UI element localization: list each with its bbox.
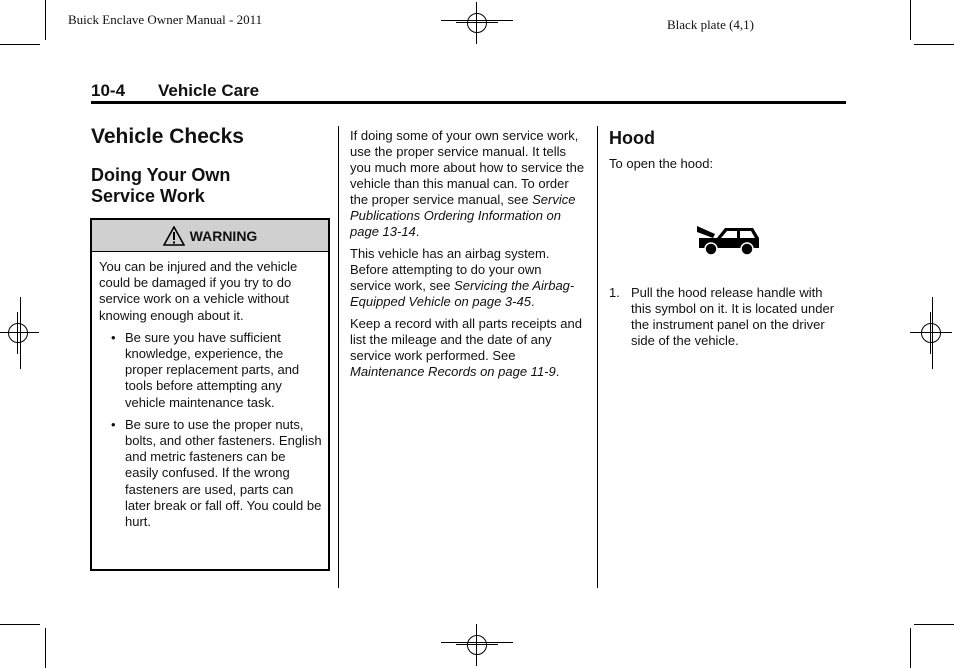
warning-header (92, 220, 328, 252)
crop-mark (441, 642, 513, 643)
paragraph-text: . (555, 364, 560, 379)
paragraph-text: If doing some of your own service work, use the proper service manual. It tells you much more about how to service the vehicle than this manual can. To order the proper service manual, see (350, 128, 585, 207)
section-heading-line: Doing Your Own (91, 165, 231, 185)
step-number: 1. (609, 285, 620, 300)
registration-mark (462, 630, 492, 660)
bullet-icon: • (111, 416, 116, 432)
paragraph-text: . (415, 224, 420, 239)
bullet-icon: • (111, 329, 116, 345)
hood-heading: Hood (609, 128, 655, 148)
hood-release-icon (695, 220, 761, 256)
section-name: Vehicle Care (158, 81, 260, 100)
hood-intro: To open the hood: (609, 156, 714, 171)
warning-bullet (111, 416, 322, 530)
registration-mark (3, 318, 33, 348)
crop-mark (45, 628, 46, 668)
header-rule (91, 101, 846, 104)
crop-mark (45, 0, 46, 40)
manual-title: Buick Enclave Owner Manual - 2011 (68, 12, 263, 27)
crop-mark (0, 624, 40, 625)
crop-mark (910, 628, 911, 668)
column-divider (597, 126, 598, 588)
column-divider (338, 126, 339, 588)
section-heading-line: Service Work (91, 186, 205, 206)
service-info-column (350, 128, 586, 386)
paragraph (350, 246, 586, 310)
plate-label: Black plate (4,1) (667, 17, 754, 32)
crop-mark (932, 297, 933, 369)
crop-mark (914, 44, 954, 45)
registration-mark (462, 8, 492, 38)
warning-bullet (111, 329, 322, 411)
warning-list (99, 330, 322, 530)
warning-triangle-icon (163, 226, 185, 246)
paragraph-text: This vehicle has an airbag system. Before attempting to do your own service work, see (350, 246, 550, 293)
registration-mark (916, 318, 946, 348)
cross-reference-link[interactable]: Maintenance Records on page 11-9 (350, 364, 556, 379)
paragraph-text: . (530, 294, 535, 309)
crop-mark (441, 20, 513, 21)
hood-step (609, 285, 839, 349)
paragraph (350, 316, 586, 380)
warning-body (92, 252, 328, 530)
step-text: Pull the hood release handle with this symbol on it. It is located under the instrument panel on the driver side of the vehicle. (631, 285, 835, 348)
paragraph (350, 128, 586, 240)
warning-label: WARNING (189, 227, 258, 244)
cross-reference-link[interactable]: Service Publications Ordering Information on page 13-14 (350, 192, 576, 239)
warning-intro: You can be injured and the vehicle could be damaged if you try to do service work on a vehicle without knowing enough about it. (99, 259, 298, 323)
page-number: 10-4 (91, 81, 126, 100)
crop-mark (0, 44, 40, 45)
section-heading (91, 165, 311, 207)
paragraph-text: Keep a record with all parts receipts and list the mileage and the date of any service work performed. See (350, 316, 582, 363)
warning-bullet-text: Be sure you have sufficient knowledge, experience, the proper replacement parts, and tools before attempting any vehicle maintenance task. (125, 329, 300, 410)
page-title: Vehicle Checks (91, 125, 244, 148)
warning-box (90, 218, 330, 571)
crop-mark (910, 0, 911, 40)
warning-bullet-text: Be sure to use the proper nuts, bolts, and other fasteners. English and metric fasteners can be easily confused. If the wrong fasteners are used, parts can later break or fall off. You could be hurt. (125, 416, 322, 530)
cross-reference-link[interactable]: Servicing the Airbag-Equipped Vehicle on page 3-45 (350, 278, 575, 309)
crop-mark (20, 297, 21, 369)
crop-mark (914, 624, 954, 625)
